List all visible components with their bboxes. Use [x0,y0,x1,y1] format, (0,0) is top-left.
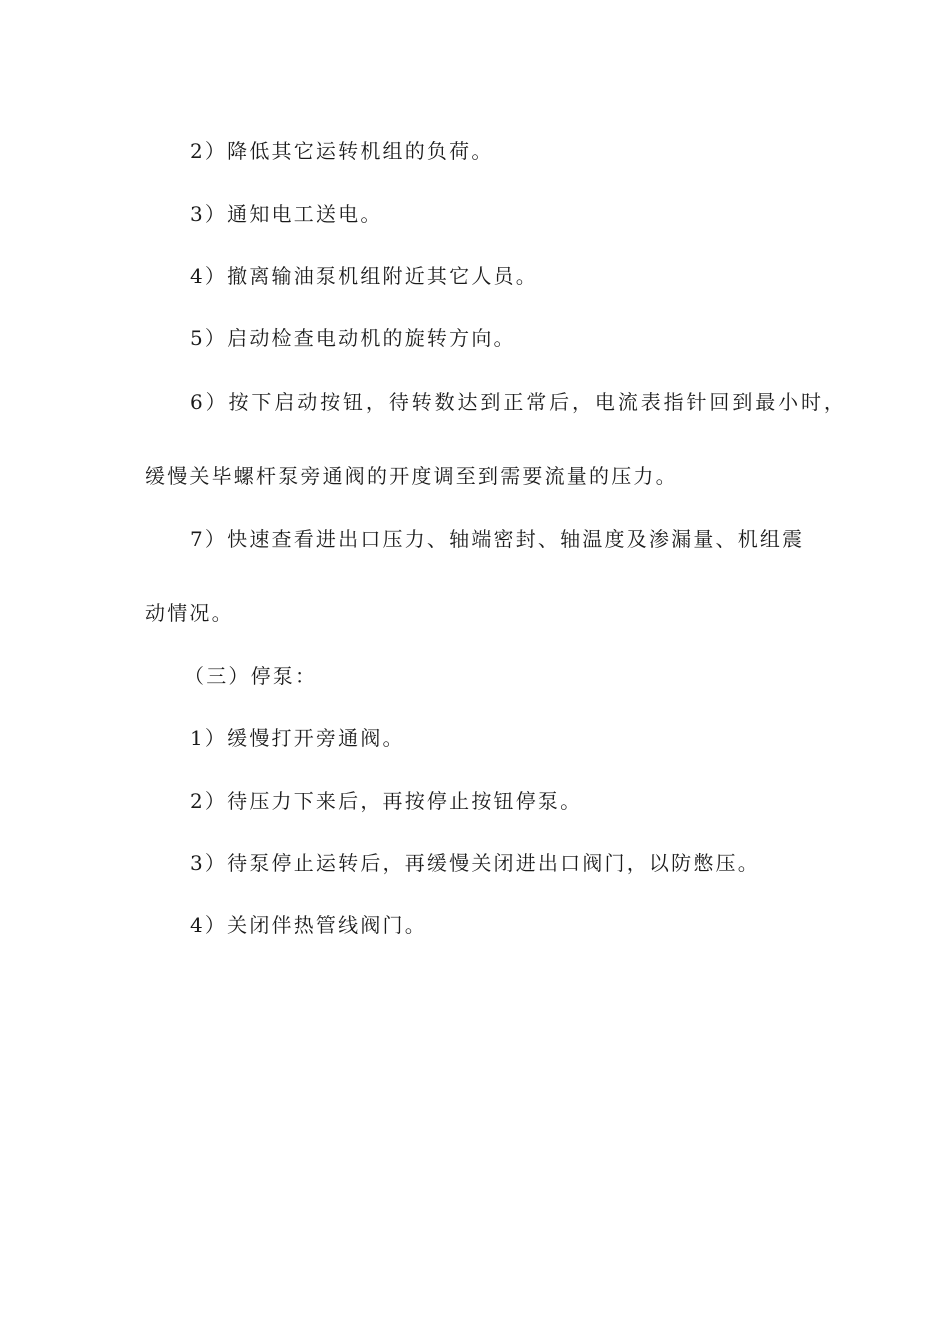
paragraph-step-6-start-line-2: 缓慢关毕螺杆泵旁通阀的开度调至到需要流量的压力。 [145,464,678,488]
paragraph-step-5-check-rotation: 5）启动检查电动机的旋转方向。 [190,326,516,350]
paragraph-stop-step-4: 4）关闭伴热管线阀门。 [190,913,427,937]
paragraph-step-4-evacuate: 4）撤离输油泵机组附近其它人员。 [190,264,538,288]
paragraph-stop-step-1: 1）缓慢打开旁通阀。 [190,726,405,750]
paragraph-stop-step-2: 2）待压力下来后，再按停止按钮停泵。 [190,789,583,813]
section-heading-stop-pump: （三）停泵： [184,664,318,688]
paragraph-stop-step-3: 3）待泵停止运转后，再缓慢关闭进出口阀门，以防憋压。 [190,851,760,875]
paragraph-step-2-reduce-load: 2）降低其它运转机组的负荷。 [190,139,494,163]
paragraph-step-3-notify-electrician: 3）通知电工送电。 [190,202,383,226]
paragraph-step-6-start-line-1: 6）按下启动按钮，待转数达到正常后，电流表指针回到最小时， [190,390,847,414]
paragraph-step-7-inspect-line-2: 动情况。 [145,601,234,625]
paragraph-step-7-inspect-line-1: 7）快速查看进出口压力、轴端密封、轴温度及渗漏量、机组震 [190,527,805,551]
